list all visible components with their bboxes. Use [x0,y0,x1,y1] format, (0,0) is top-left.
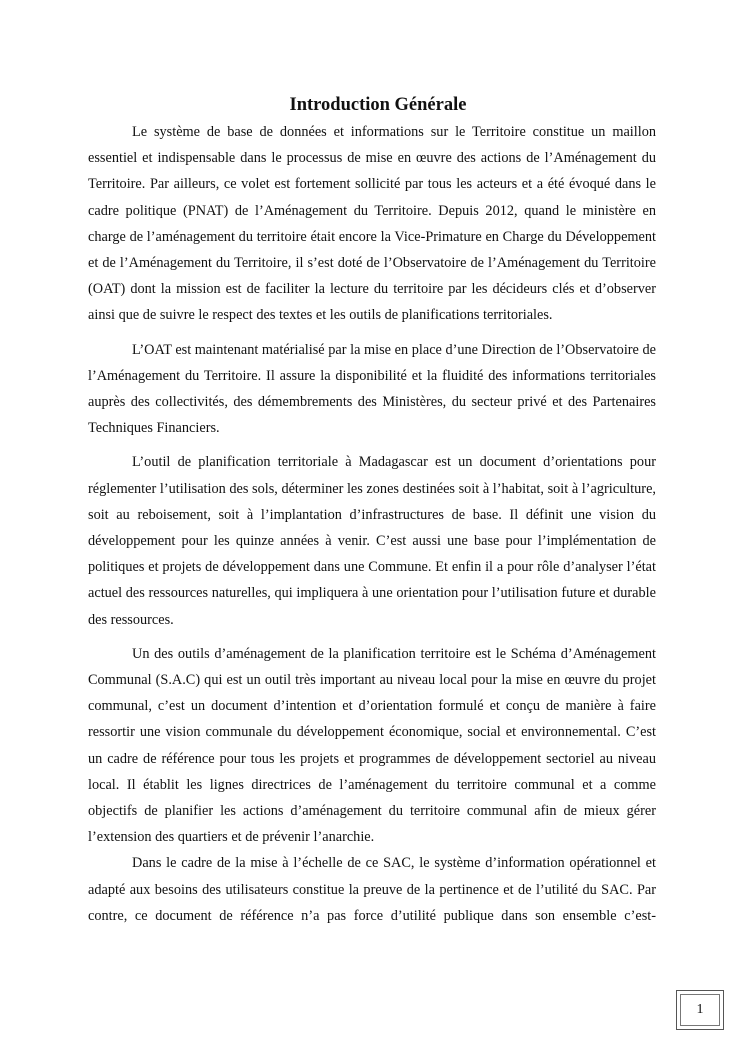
page-number-box [676,990,724,1030]
paragraph-5: Dans le cadre de la mise à l’échelle de ce SAC, le système d’information opérationnel et adapté aux besoins des utilisateurs constitue la preuve de la pertinence et de l’utilité du SAC. Par contre, ce document de référence n’a pas force d’utilité publique dans son ensemble c’est- [88,855,656,924]
paragraph-4: Un des outils d’aménagement de la planification territoire est le Schéma d’Aménagement Communal (S.A.C) qui est un outil très important au niveau local pour la mise en œuvre du projet communal, c’est un document d’intention et d’orientation formulé et conçu de manière à faire ressortir une vision communale du développement économique, social et environnemental. C’est un cadre de référence pour tous les projets et programmes de développement sectoriel au niveau local. Il établit les lignes directrices de l’aménagement du territoire communal et a comme objectifs de planifier les actions d’aménagement du territoire communal afin de mieux gérer l’extension des quartiers et de prévenir l’anarchie. [88,645,656,846]
page-number: 1 [696,1002,704,1017]
paragraph-2: L’OAT est maintenant matérialisé par la mise en place d’une Direction de l’Observatoire de l’Aménagement du Territoire. Il assure la disponibilité et la fluidité des informations territoriales auprès des collectivités, des démembrements des Ministères, du secteur privé et des Partenaires Techniques Financiers. [88,341,656,437]
document-page [88,93,656,937]
paragraph-1: Le système de base de données et informations sur le Territoire constitue un maillon essentiel et indispensable dans le processus de mise en œuvre des actions de l’Aménagement du Territoire. Par ailleurs, ce volet est fortement sollicité par tous les acteurs et a été évoqué dans le cadre politique (PNAT) de l’Aménagement du Territoire. Depuis 2012, quand le ministère en charge de l’aménagement du territoire était encore la Vice-Primature en Charge du Développement et de l’Aménagement du Territoire, il s’est doté de l’Observatoire de l’Aménagement du Territoire (OAT) dont la mission est de faciliter la lecture du territoire par les décideurs clés et d’observer ainsi que de suivre le respect des textes et les outils de planifications territoriales. [88,124,656,324]
paragraph-3: L’outil de planification territoriale à Madagascar est un document d’orientations pour réglementer l’utilisation des sols, déterminer les zones destinées soit à l’habitat, soit à l’agriculture, soit au reboisement, soit à l’implantation d’infrastructures de base. Il définit une vision du développement pour les quinze années à venir. C’est aussi une base pour l’implémentation de politiques et projets de développement dans une Commune. Et enfin il a pour rôle d’analyser l’état actuel des ressources naturelles, qui impliquera à une orientation pour l’utilisation future et durable des ressources. [88,454,656,628]
page-title: Introduction Générale [289,95,467,115]
